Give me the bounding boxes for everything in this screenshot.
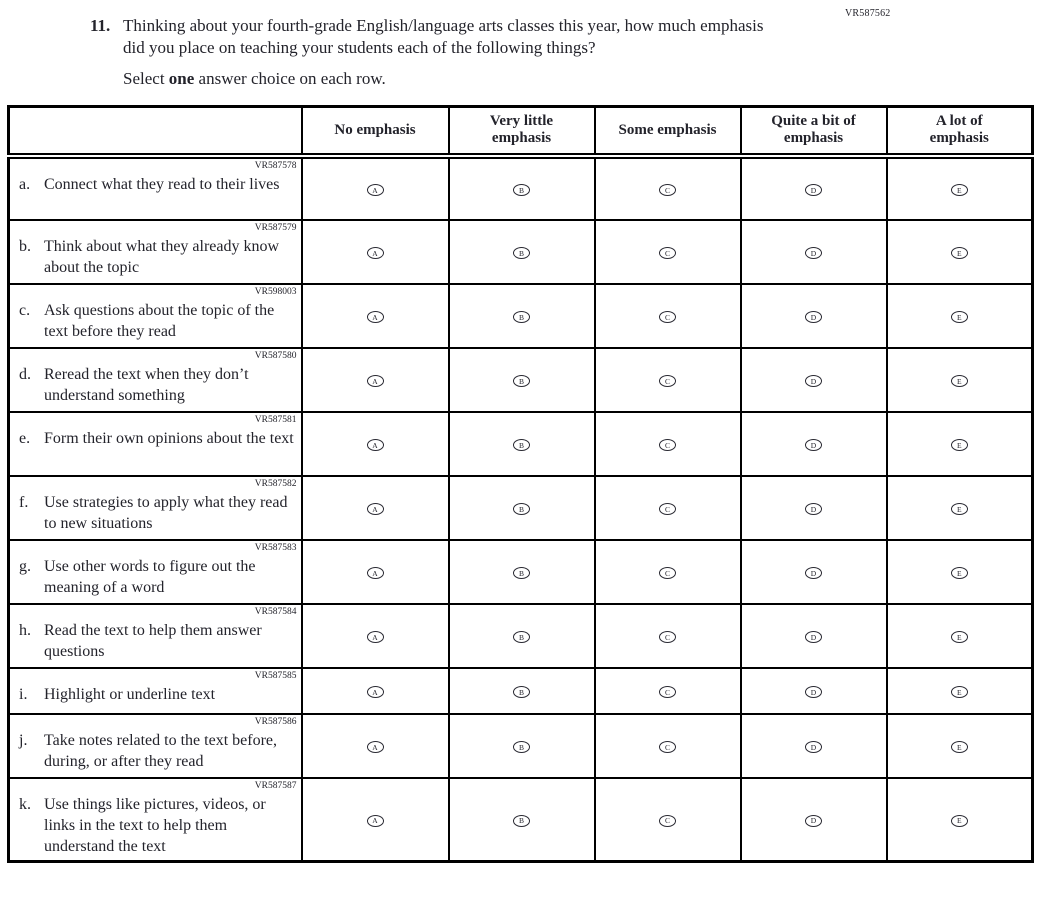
- row-code: VR587578: [254, 160, 297, 171]
- column-header-very-little-emphasis: Very little emphasis: [449, 107, 595, 156]
- row-letter: a.: [19, 175, 31, 193]
- option-bubble-d[interactable]: D: [805, 815, 822, 827]
- table-row: [9, 348, 1033, 412]
- row-letter: c.: [19, 301, 31, 319]
- option-bubble-c[interactable]: C: [659, 184, 676, 196]
- column-header-a-lot-of-emphasis: A lot of emphasis: [887, 107, 1033, 156]
- row-letter: i.: [19, 685, 28, 703]
- option-bubble-d[interactable]: D: [805, 184, 822, 196]
- option-bubble-b[interactable]: B: [513, 439, 530, 451]
- option-cell-a: [302, 476, 449, 540]
- row-label-text: Use things like pictures, videos, or links in the text to help them understand the text: [44, 795, 266, 855]
- row-label-text: Take notes related to the text before, during, or after they read: [44, 731, 277, 770]
- option-cell-a: [302, 714, 449, 778]
- row-label: [19, 556, 297, 598]
- option-bubble-c[interactable]: C: [659, 686, 676, 698]
- option-bubble-e[interactable]: E: [951, 631, 968, 643]
- page-code: VR587562: [845, 8, 891, 19]
- option-cell-e: [887, 476, 1033, 540]
- instruction-suffix: answer choice on each row.: [194, 69, 386, 88]
- row-label-cell: [9, 540, 302, 604]
- row-label-text: Connect what they read to their lives: [44, 175, 280, 193]
- row-label-text: Ask questions about the topic of the text before they read: [44, 301, 275, 340]
- row-label-cell: [9, 348, 302, 412]
- option-bubble-c[interactable]: C: [659, 567, 676, 579]
- option-bubble-b[interactable]: B: [513, 567, 530, 579]
- option-bubble-a[interactable]: A: [367, 567, 384, 579]
- row-label-cell: [9, 220, 302, 284]
- option-cell-c: [595, 714, 741, 778]
- option-bubble-e[interactable]: E: [951, 686, 968, 698]
- option-cell-b: [449, 714, 595, 778]
- question-number: 11.: [90, 16, 111, 35]
- option-cell-d: [741, 540, 887, 604]
- option-bubble-d[interactable]: D: [805, 311, 822, 323]
- row-code: VR598003: [254, 286, 297, 297]
- option-bubble-c[interactable]: C: [659, 741, 676, 753]
- option-cell-d: [741, 156, 887, 220]
- table-row: [9, 476, 1033, 540]
- option-bubble-c[interactable]: C: [659, 247, 676, 259]
- row-label-cell: [9, 476, 302, 540]
- option-bubble-e[interactable]: E: [951, 439, 968, 451]
- row-label: [19, 236, 297, 278]
- table-row: [9, 604, 1033, 668]
- option-bubble-b[interactable]: B: [513, 741, 530, 753]
- column-header-some-emphasis: Some emphasis: [595, 107, 741, 156]
- row-code: VR587579: [254, 222, 297, 233]
- column-header-quite-a-bit-of-emphasis: Quite a bit of emphasis: [741, 107, 887, 156]
- option-cell-d: [741, 476, 887, 540]
- option-bubble-c[interactable]: C: [659, 815, 676, 827]
- option-cell-d: [741, 668, 887, 714]
- option-bubble-d[interactable]: D: [805, 503, 822, 515]
- option-cell-b: [449, 284, 595, 348]
- row-label-cell: [9, 412, 302, 476]
- option-cell-a: [302, 348, 449, 412]
- option-bubble-e[interactable]: E: [951, 375, 968, 387]
- option-bubble-a[interactable]: A: [367, 184, 384, 196]
- column-header-no-emphasis: No emphasis: [302, 107, 449, 156]
- question-block: [90, 0, 810, 90]
- option-bubble-b[interactable]: B: [513, 375, 530, 387]
- option-cell-e: [887, 778, 1033, 862]
- row-label-cell: [9, 284, 302, 348]
- option-bubble-a[interactable]: A: [367, 247, 384, 259]
- table-row: [9, 668, 1033, 714]
- option-cell-e: [887, 604, 1033, 668]
- option-cell-b: [449, 220, 595, 284]
- instruction-prefix: Select: [123, 69, 169, 88]
- option-cell-b: [449, 540, 595, 604]
- option-cell-c: [595, 604, 741, 668]
- option-cell-c: [595, 476, 741, 540]
- row-label: [19, 364, 297, 406]
- option-cell-e: [887, 412, 1033, 476]
- option-bubble-e[interactable]: E: [951, 503, 968, 515]
- row-label-cell: [9, 668, 302, 714]
- row-label-cell: [9, 604, 302, 668]
- option-bubble-e[interactable]: E: [951, 741, 968, 753]
- row-label: [19, 300, 297, 342]
- row-label-text: Use strategies to apply what they read to new situations: [44, 493, 288, 532]
- option-cell-b: [449, 604, 595, 668]
- row-label-text: Reread the text when they don’t understand something: [44, 365, 249, 404]
- row-letter: b.: [19, 237, 31, 255]
- option-bubble-b[interactable]: B: [513, 815, 530, 827]
- option-cell-d: [741, 220, 887, 284]
- row-label-text: Think about what they already know about the topic: [44, 237, 280, 276]
- option-cell-c: [595, 348, 741, 412]
- option-cell-d: [741, 412, 887, 476]
- option-cell-c: [595, 220, 741, 284]
- corner-header-cell: [9, 107, 302, 156]
- option-cell-e: [887, 156, 1033, 220]
- option-bubble-a[interactable]: A: [367, 631, 384, 643]
- row-code: VR587584: [254, 606, 297, 617]
- question-text: Thinking about your fourth-grade English/language arts classes this year, how much emphasis did you place on teaching your students each of the following things?: [123, 16, 764, 57]
- table-row: [9, 220, 1033, 284]
- option-cell-b: [449, 668, 595, 714]
- option-bubble-b[interactable]: B: [513, 503, 530, 515]
- option-bubble-d[interactable]: D: [805, 375, 822, 387]
- row-letter: g.: [19, 557, 31, 575]
- option-cell-c: [595, 778, 741, 862]
- row-letter: e.: [19, 429, 31, 447]
- option-bubble-c[interactable]: C: [659, 503, 676, 515]
- option-bubble-a[interactable]: A: [367, 503, 384, 515]
- option-bubble-c[interactable]: C: [659, 631, 676, 643]
- option-bubble-a[interactable]: A: [367, 375, 384, 387]
- option-cell-e: [887, 668, 1033, 714]
- option-cell-a: [302, 284, 449, 348]
- option-bubble-d[interactable]: D: [805, 686, 822, 698]
- table-row: [9, 284, 1033, 348]
- answer-table-header: [9, 107, 1033, 156]
- table-row: [9, 156, 1033, 220]
- option-bubble-a[interactable]: A: [367, 686, 384, 698]
- option-bubble-e[interactable]: E: [951, 815, 968, 827]
- option-bubble-e[interactable]: E: [951, 184, 968, 196]
- option-cell-a: [302, 540, 449, 604]
- row-letter: d.: [19, 365, 31, 383]
- question-instruction: [123, 68, 810, 90]
- option-cell-b: [449, 412, 595, 476]
- row-letter: f.: [19, 493, 29, 511]
- option-cell-d: [741, 604, 887, 668]
- row-label: [19, 730, 297, 772]
- option-bubble-b[interactable]: B: [513, 686, 530, 698]
- row-label-text: Use other words to figure out the meaning of a word: [44, 557, 256, 596]
- row-code: VR587582: [254, 478, 297, 489]
- option-cell-b: [449, 348, 595, 412]
- option-cell-c: [595, 540, 741, 604]
- option-cell-a: [302, 668, 449, 714]
- row-label: [19, 620, 297, 662]
- row-label-cell: [9, 714, 302, 778]
- row-label: [19, 428, 297, 449]
- option-cell-a: [302, 220, 449, 284]
- table-row: [9, 540, 1033, 604]
- row-label: [19, 174, 297, 195]
- answer-table: [7, 105, 1034, 863]
- option-cell-c: [595, 284, 741, 348]
- option-cell-e: [887, 540, 1033, 604]
- option-bubble-e[interactable]: E: [951, 247, 968, 259]
- option-bubble-a[interactable]: A: [367, 439, 384, 451]
- option-cell-d: [741, 778, 887, 862]
- row-label: [19, 492, 297, 534]
- row-label-text: Form their own opinions about the text: [44, 429, 294, 447]
- row-letter: h.: [19, 621, 31, 639]
- option-bubble-b[interactable]: B: [513, 311, 530, 323]
- option-bubble-e[interactable]: E: [951, 311, 968, 323]
- option-cell-d: [741, 714, 887, 778]
- row-label-text: Highlight or underline text: [44, 685, 216, 703]
- option-cell-a: [302, 604, 449, 668]
- table-row: [9, 778, 1033, 862]
- row-label-text: Read the text to help them answer questions: [44, 621, 262, 660]
- row-code: VR587587: [254, 780, 297, 791]
- option-cell-b: [449, 778, 595, 862]
- table-row: [9, 412, 1033, 476]
- option-bubble-c[interactable]: C: [659, 439, 676, 451]
- option-cell-c: [595, 668, 741, 714]
- option-bubble-c[interactable]: C: [659, 311, 676, 323]
- row-code: VR587580: [254, 350, 297, 361]
- option-cell-d: [741, 348, 887, 412]
- option-cell-c: [595, 156, 741, 220]
- row-code: VR587581: [254, 414, 297, 425]
- row-letter: j.: [19, 731, 28, 749]
- option-bubble-d[interactable]: D: [805, 631, 822, 643]
- option-cell-a: [302, 778, 449, 862]
- row-code: VR587585: [254, 670, 297, 681]
- option-bubble-a[interactable]: A: [367, 741, 384, 753]
- option-cell-e: [887, 220, 1033, 284]
- option-cell-d: [741, 284, 887, 348]
- row-label: [19, 794, 297, 857]
- option-bubble-a[interactable]: A: [367, 311, 384, 323]
- option-cell-a: [302, 412, 449, 476]
- option-bubble-a[interactable]: A: [367, 815, 384, 827]
- option-bubble-b[interactable]: B: [513, 184, 530, 196]
- answer-table-body: [9, 156, 1033, 862]
- option-bubble-e[interactable]: E: [951, 567, 968, 579]
- row-code: VR587586: [254, 716, 297, 727]
- option-bubble-d[interactable]: D: [805, 567, 822, 579]
- row-label: [19, 684, 297, 705]
- option-cell-e: [887, 284, 1033, 348]
- option-cell-e: [887, 348, 1033, 412]
- option-cell-e: [887, 714, 1033, 778]
- table-row: [9, 714, 1033, 778]
- option-bubble-d[interactable]: D: [805, 741, 822, 753]
- option-bubble-d[interactable]: D: [805, 439, 822, 451]
- row-letter: k.: [19, 795, 31, 813]
- option-bubble-d[interactable]: D: [805, 247, 822, 259]
- instruction-emphasis: one: [168, 69, 195, 88]
- row-label-cell: [9, 778, 302, 862]
- option-cell-c: [595, 412, 741, 476]
- option-cell-a: [302, 156, 449, 220]
- option-cell-b: [449, 476, 595, 540]
- option-cell-b: [449, 156, 595, 220]
- option-bubble-c[interactable]: C: [659, 375, 676, 387]
- row-label-cell: [9, 156, 302, 220]
- option-bubble-b[interactable]: B: [513, 631, 530, 643]
- option-bubble-b[interactable]: B: [513, 247, 530, 259]
- row-code: VR587583: [254, 542, 297, 553]
